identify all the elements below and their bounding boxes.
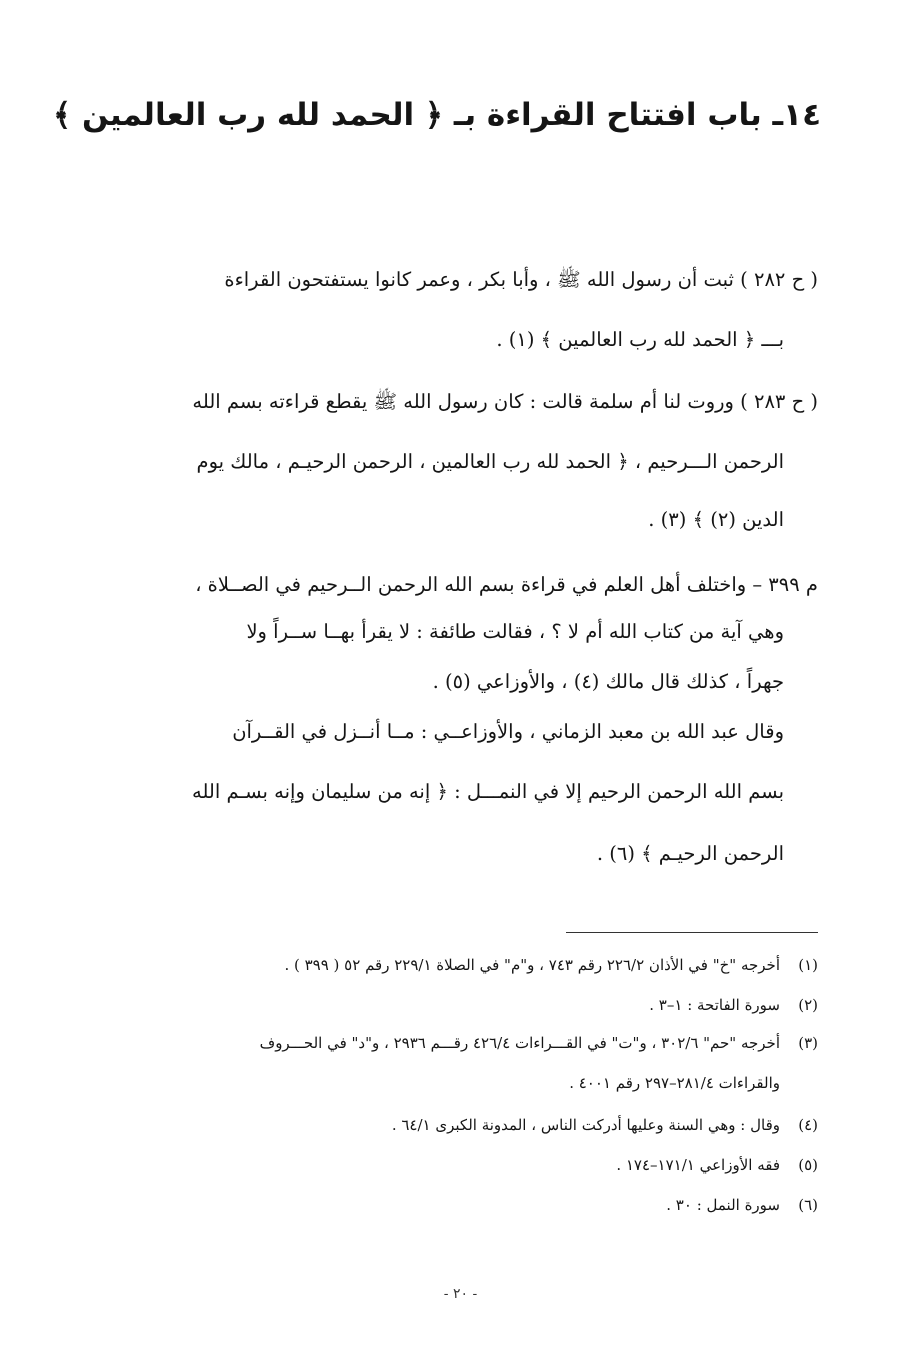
footnote-1	[284, 956, 818, 974]
issue-399-line-3: جهراً ، كذلك قال مالك (٤) ، والأوزاعي (٥) .	[432, 670, 784, 693]
footnote-text: والقراءات ٢٨١/٤–٢٩٧ رقم ٤٠٠١ .	[569, 1074, 780, 1092]
footnote-number: (١)	[798, 956, 818, 974]
footnote-separator	[566, 932, 818, 933]
hadith-283-line-1: ( ح ٢٨٣ ) وروت لنا أم سلمة قالت : كان رسول الله ﷺ يقطع قراءته بسم الله	[192, 390, 818, 413]
issue-399-line-4: وقال عبد الله بن معبد الزماني ، والأوزاعــي : مــا أنــزل في القــرآن	[232, 720, 784, 743]
footnote-number: (٢)	[798, 996, 818, 1014]
issue-399-line-2: وهي آية من كتاب الله أم لا ؟ ، فقالت طائفة : لا يقرأ بهــا ســراً ولا	[246, 620, 784, 643]
footnote-3	[260, 1034, 818, 1052]
hadith-282-line-1: ( ح ٢٨٢ ) ثبت أن رسول الله ﷺ ، وأبا بكر ، وعمر كانوا يستفتحون القراءة	[224, 268, 818, 291]
footnote-text: سورة النمل : ٣٠ .	[666, 1196, 780, 1214]
footnote-5	[616, 1156, 818, 1174]
footnote-text: أخرجه "حم" ٣٠٢/٦ ، و"ت" في القـــراءات ٤٢٦/٤ رقـــم ٢٩٣٦ ، و"د" في الحـــروف	[259, 1034, 780, 1052]
issue-399-line-6: الرحمن الرحيـم ﴾ (٦) .	[596, 842, 784, 865]
hadith-283-line-3: الدين (٢) ﴾ (٣) .	[648, 508, 784, 531]
footnote-3-continuation	[569, 1074, 780, 1092]
chapter-title: ١٤ـ باب افتتاح القراءة بـ ﴿ الحمد لله رب العالمين ﴾	[53, 97, 821, 133]
footnote-text: فقه الأوزاعي ١٧١/١–١٧٤ .	[616, 1156, 780, 1174]
hadith-283-line-2: الرحمن الـــرحيم ، ﴿ الحمد لله رب العالمين ، الرحمن الرحيـم ، مالك يوم	[196, 450, 784, 473]
footnote-number: (٥)	[798, 1156, 818, 1174]
page-number: - ٢٠ -	[443, 1286, 478, 1302]
footnote-number: (٤)	[798, 1116, 818, 1134]
footnote-number: (٦)	[798, 1196, 818, 1214]
footnote-text: سورة الفاتحة : ١–٣ .	[649, 996, 780, 1014]
issue-399-line-5: بسم الله الرحمن الرحيم إلا في النمـــل : ﴿ إنه من سليمان وإنه بسـم الله	[191, 780, 784, 803]
footnote-4	[392, 1116, 818, 1134]
footnote-number: (٣)	[798, 1034, 818, 1052]
footnote-6	[666, 1196, 818, 1214]
hadith-282-line-2: بـــ ﴿ الحمد لله رب العالمين ﴾ (١) .	[496, 328, 784, 351]
footnote-2	[649, 996, 818, 1014]
footnote-text: أخرجه "خ" في الأذان ٢٢٦/٢ رقم ٧٤٣ ، و"م" في الصلاة ٢٢٩/١ رقم ٥٢ ( ٣٩٩ ) .	[284, 956, 780, 974]
issue-399-line-1: م ٣٩٩ – واختلف أهل العلم في قراءة بسم الله الرحمن الــرحيم في الصــلاة ،	[195, 573, 818, 596]
footnote-text: وقال : وهي السنة وعليها أدركت الناس ، المدونة الكبرى ٦٤/١ .	[391, 1116, 780, 1134]
